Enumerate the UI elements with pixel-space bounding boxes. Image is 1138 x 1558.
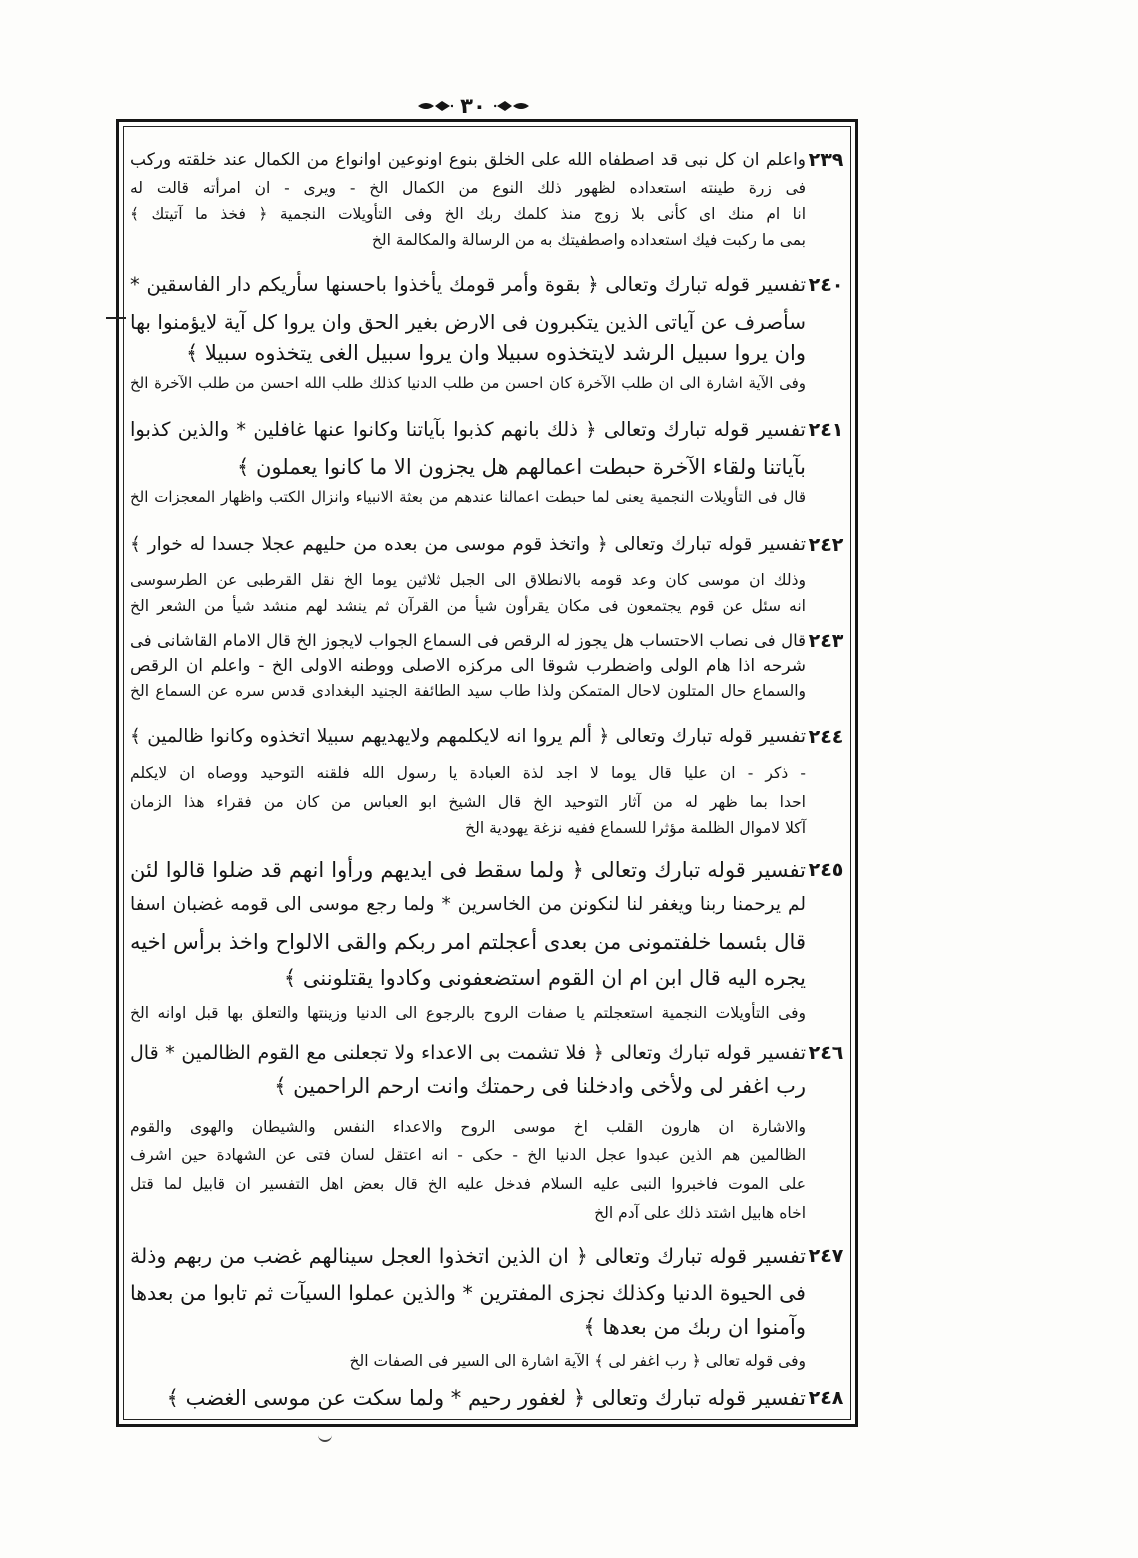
entry-number: ٢٤٥ xyxy=(808,859,844,881)
commentary-line: على الموت فاخبروا النبى عليه السلام فدخل عليه الخ قال بعض اهل التفسير ان قابيل لما قتل xyxy=(130,1175,806,1193)
entry-number: ٢٤٢ xyxy=(808,534,844,556)
commentary-line: قال فى التأويلات النجمية يعنى لما حبطت اعمالنا عندهم من بعثة الانبياء وانزال الكتب واظهار المعجزات الخ xyxy=(130,488,806,506)
commentary-line: الظالمين هم الذين عبدوا عجل الدنيا الخ - حكى - انه اعتقل لسان فتى عن الشهادة حين اشرف xyxy=(130,1146,806,1164)
commentary-line: بمى ما ركبت فيك استعداده واصطفيتك به من الرسالة والمكالمة الخ xyxy=(371,231,806,249)
commentary-line: وذلك ان موسى كان وعد قومه بالانطلاق الى الجبل ثلاثين يوما الخ نقل القرطبى عن الطرسوسى xyxy=(130,571,806,589)
entry-number: ٢٤١ xyxy=(808,419,844,441)
entry-line: تفسير قوله تبارك وتعالى ﴿ واتخذ قوم موسى من بعده من حليهم عجلا جسدا له خوار ﴾ xyxy=(130,534,806,555)
verse-line: رب اغفر لى ولأخى وادخلنا فى رحمتك وانت ارحم الراحمين ﴾ xyxy=(274,1074,806,1098)
entry-line: تفسير قوله تبارك وتعالى ﴿ بقوة وأمر قومك يأخذوا باحسنها سأريكم دار الفاسقين * xyxy=(130,273,806,296)
commentary-line: آكلا لاموال الظلمة مؤثرا للسماع ففيه نزغة يهودية الخ xyxy=(465,819,806,837)
commentary-line: شرحه اذا هام الولى واضطرب شوقا الى مركزه الاصلى ووطنه الاولى الخ - واعلم ان الرقص xyxy=(130,656,806,676)
verse-line: وان يروا سبيل الرشد لايتخذوه سبيلا وان يروا سبيل الغى يتخذوه سبيلا ﴾ xyxy=(185,341,806,365)
commentary-line: انا ام منك اى كأنى بلا زوج منذ كلمك ربك الخ وفى التأويلات النجمية ﴿ فخذ ما آتيتك ﴾ xyxy=(130,205,806,223)
bottom-mark xyxy=(318,1434,332,1442)
verse-line: سأصرف عن آياتى الذين يتكبرون فى الارض بغير الحق وان يروا كل آية لايؤمنوا بها xyxy=(130,310,806,334)
verse-line: يجره اليه قال ابن ام ان القوم استضعفونى وكادوا يقتلوننى ﴾ xyxy=(283,966,806,990)
entry-number: ٢٤٦ xyxy=(808,1042,844,1064)
commentary-line: وفى التأويلات النجمية استعجلتم يا صفات الروح بالرجوع الى الدنيا وزينتها والتعلق بها قبل اوانه الخ xyxy=(130,1004,806,1022)
entry-line: تفسير قوله تبارك وتعالى ﴿ ألم يروا انه لايكلمهم ولايهديهم سبيلا اتخذوه وكانوا ظالمين ﴾ xyxy=(130,726,806,747)
commentary-line: والاشارة ان هارون القلب اخ موسى الروح والاعداء النفس والشيطان والهوى والقوم xyxy=(130,1118,806,1136)
entry-line: تفسير قوله تبارك وتعالى ﴿ ان الذين اتخذوا العجل سينالهم غضب من ربهم وذلة xyxy=(130,1244,806,1268)
entry-line: تفسير قوله تبارك وتعالى ﴿ لغفور رحيم * ولما سكت عن موسى الغضب ﴾ xyxy=(166,1386,806,1410)
entry-number: ٢٤٨ xyxy=(808,1387,844,1409)
verse-line: بآياتنا ولقاء الآخرة حبطت اعمالهم هل يجزون الا ما كانوا يعملون ﴾ xyxy=(237,455,806,479)
entry-number: ٢٤٧ xyxy=(808,1245,844,1267)
entry-line: واعلم ان كل نبى قد اصطفاه الله على الخلق بنوع اونوعين اوانواع من الكمال عند خلقته وركب xyxy=(130,150,806,170)
entry-line: تفسير قوله تبارك وتعالى ﴿ فلا تشمت بى الاعداء ولا تجعلنى مع القوم الظالمين * قال xyxy=(130,1042,806,1064)
commentary-line: والسماع حال المتلون لاحال المتمكن ولذا طاب سيد الطائفة الجنيد البغدادى قدس سره عن السماع الخ xyxy=(130,682,806,700)
entry-number: ٢٤٣ xyxy=(808,630,844,652)
entry-number: ٢٤٠ xyxy=(808,274,844,296)
verse-line: فى الحيوة الدنيا وكذلك نجزى المفترين * والذين عملوا السيآت ثم تابوا من بعدها xyxy=(130,1281,806,1305)
ornament-left xyxy=(417,98,453,114)
margin-mark xyxy=(106,317,126,319)
verse-line: لم يرحمنا ربنا ويغفر لنا لنكونن من الخاسرين * ولما رجع موسى الى قومه غضبان اسفا xyxy=(130,894,806,915)
commentary-line: - ذكر - ان عليا قال يوما لا اجد لذة العبادة يا رسول الله فلقنه التوحيد ووصاه ان لايكلم xyxy=(130,764,806,782)
entry-line: تفسير قوله تبارك وتعالى ﴿ ولما سقط فى ايديهم ورأوا انهم قد ضلوا قالوا لئن xyxy=(130,858,806,882)
page-number: ٣٠ xyxy=(460,94,486,118)
commentary-line: انه سئل عن قوم يجتمعون فى مكان يقرأون شيأ من القرآن ثم ينشد لهم منشد شيأ من الشعر الخ xyxy=(130,597,806,615)
commentary-line: اخاه هابيل اشتد ذلك على آدم الخ xyxy=(594,1204,806,1222)
entry-line: قال فى نصاب الاحتساب هل يجوز له الرقص فى السماع الجواب لايجوز الخ قال الامام القاشانى فى xyxy=(130,631,806,650)
commentary-line: فى زرة طينته استعداده لظهور ذلك النوع من الكمال الخ - ويرى - ان امرأته قالت له xyxy=(130,179,806,197)
verse-line: قال بئسما خلفتمونى من بعدى أعجلتم امر ربكم والقى الالواح واخذ برأس اخيه xyxy=(130,930,806,954)
commentary-line: احدا بما ظهر له من آثار التوحيد الخ قال الشيخ ابو العباس من كان من فقراء هذا الزمان xyxy=(130,793,806,811)
commentary-line: وفى الآية اشارة الى ان طلب الآخرة كان احسن من طلب الدنيا كذلك طلب الله احسن من طلب الآخرة الخ xyxy=(130,374,806,392)
entry-number: ٢٣٩ xyxy=(808,149,844,171)
entry-number: ٢٤٤ xyxy=(808,726,844,748)
commentary-line: وفى قوله تعالى ﴿ رب اغفر لى ﴾ الآية اشارة الى السير فى الصفات الخ xyxy=(349,1352,806,1370)
entry-line: تفسير قوله تبارك وتعالى ﴿ ذلك بانهم كذبوا بآياتنا وكانوا عنها غافلين * والذين كذبوا xyxy=(130,418,806,441)
ornament-right xyxy=(494,98,530,114)
verse-line: وآمنوا ان ربك من بعدها ﴾ xyxy=(583,1315,806,1339)
